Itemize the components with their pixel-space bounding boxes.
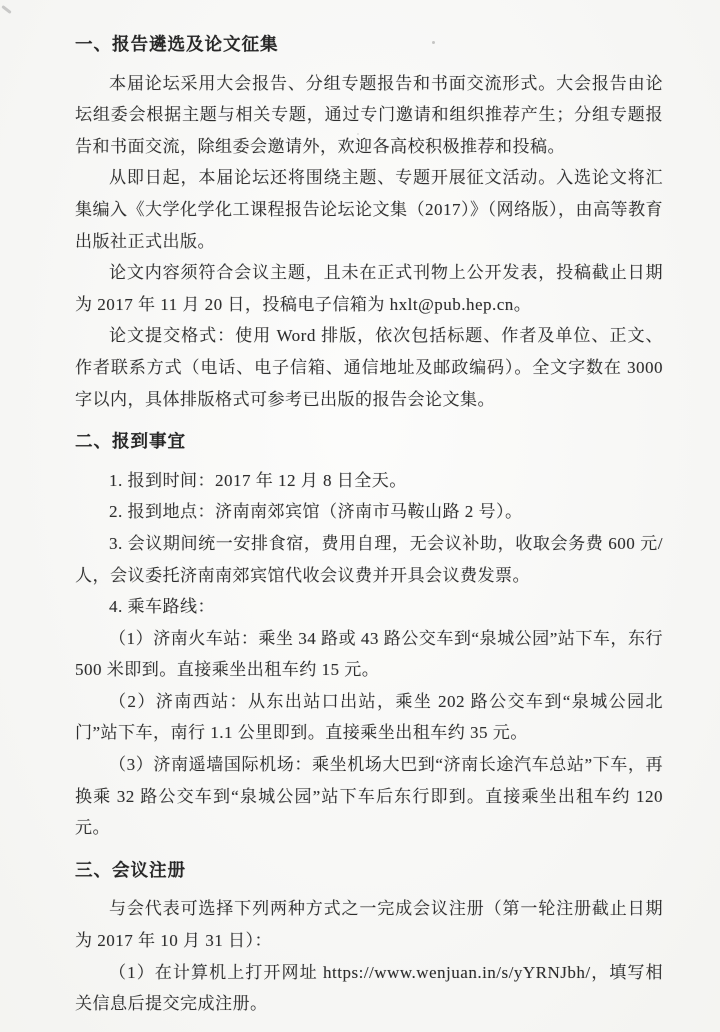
paragraph-registration-options: 与会代表可选择下列两种方式之一完成会议注册（第一轮注册截止日期为 2017 年 10 月 31 日）： (75, 899, 663, 951)
scan-artifact-corner-mark (1, 5, 12, 14)
paragraph-online-registration: （1）在计算机上打开网址 https://www.wenjuan.in/s/yYRNJbh/，填写相关信息后提交完成注册。 (75, 962, 663, 1014)
section-heading-registration: 三、会议注册 (75, 859, 186, 880)
list-item-transport-routes: 4. 乘车路线： (109, 597, 215, 617)
paragraph-submission-deadline: 论文内容须符合会议主题，且未在正式刊物上公开发表，投稿截止日期为 2017 年 11 月 20 日，投稿电子信箱为 hxlt@pub.hep.cn。 (75, 263, 663, 314)
section-heading-check-in: 二、报到事宜 (75, 431, 186, 452)
route-item-west-station: （2）济南西站：从东出站口出站，乘坐 202 路公交车到“泉城公园北门”站下车，南行 1.1 公里即到。直接乘坐出租车约 35 元。 (75, 691, 663, 743)
list-item-check-in-time: 1. 报到时间：2017 年 12 月 8 日全天。 (109, 470, 407, 490)
document-body (75, 29, 663, 1020)
paragraph-call-for-papers: 从即日起，本届论坛还将围绕主题、专题开展征文活动。入选论文将汇集编入《大学化学化工课程报告论坛论文集（2017）》（网络版），由高等教育出版社正式出版。 (75, 168, 663, 251)
list-item-check-in-location: 2. 报到地点：济南南郊宾馆（济南市马鞍山路 2 号）。 (109, 502, 523, 522)
paragraph-forum-format: 本届论坛采用大会报告、分组专题报告和书面交流形式。大会报告由论坛组委会根据主题与相关专题，通过专门邀请和组织推荐产生；分组专题报告和书面交流，除组委会邀请外，欢迎各高校积极推荐和投稿。 (75, 73, 663, 156)
section-heading-report-selection: 一、报告遴选及论文征集 (75, 34, 279, 54)
route-item-airport: （3）济南遥墙国际机场：乘坐机场大巴到“济南长途汽车总站”下车，再换乘 32 路公交车到“泉城公园”站下车后东行即到。直接乘坐出租车约 120 元。 (75, 755, 663, 838)
list-item-conference-fee: 3. 会议期间统一安排食宿，费用自理，无会议补助，收取会务费 600 元/人，会议委托济南南郊宾馆代收会议费并开具会议费发票。 (75, 533, 663, 585)
paragraph-submission-format: 论文提交格式：使用 Word 排版，依次包括标题、作者及单位、正文、作者联系方式（电话、电子信箱、通信地址及邮政编码）。全文字数在 3000 字以内，具体排版格式可参考已出版的报告会论文集。 (75, 326, 663, 409)
route-item-train-station: （1）济南火车站：乘坐 34 路或 43 路公交车到“泉城公园”站下车，东行 500 米即到。直接乘坐出租车约 15 元。 (75, 628, 663, 680)
